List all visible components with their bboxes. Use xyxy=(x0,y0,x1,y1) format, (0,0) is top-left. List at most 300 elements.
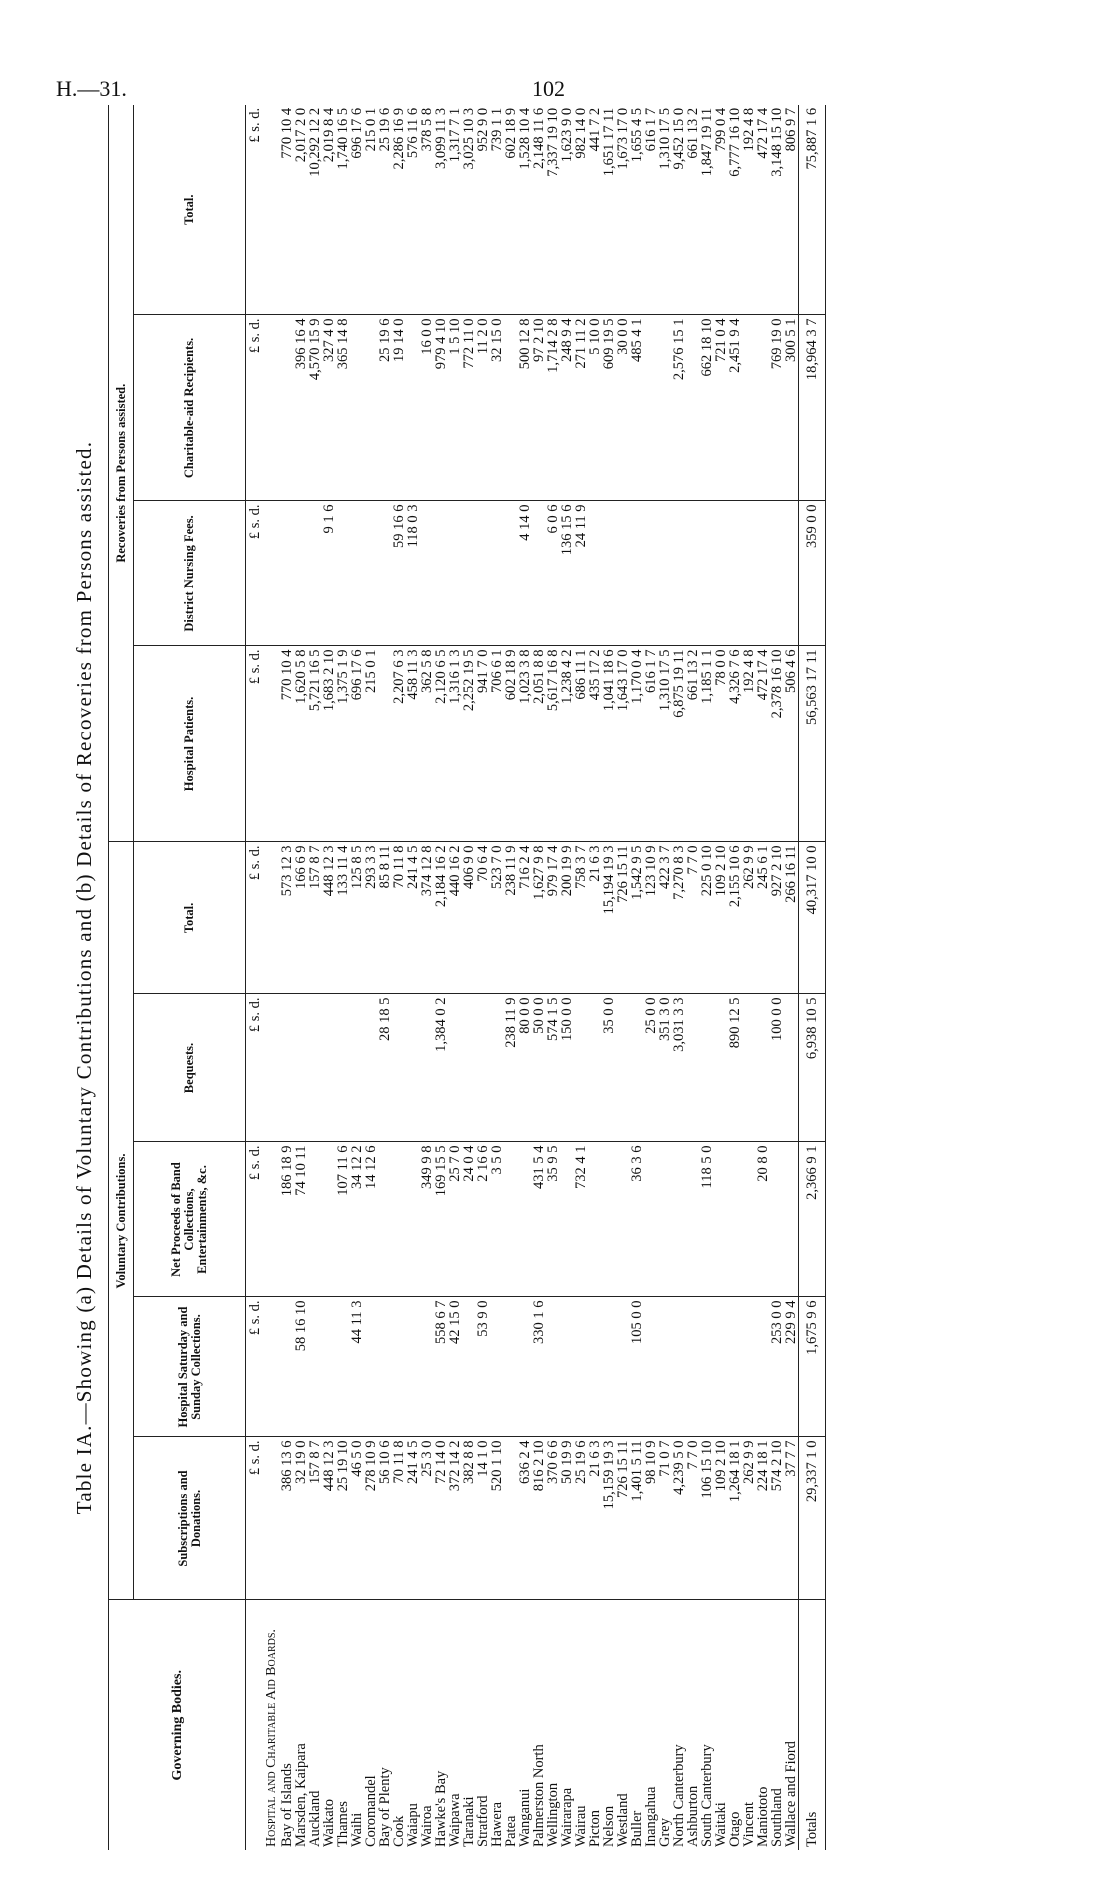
cell-beq xyxy=(490,994,504,1142)
cell-vct: 166 6 9 xyxy=(294,842,308,994)
cell-beq xyxy=(700,994,714,1142)
cell-sub: 25 19 10 xyxy=(336,1437,350,1600)
row-name: Waihi xyxy=(349,1812,365,1847)
cell-beq: 100 0 0 xyxy=(770,994,784,1142)
cell-char: 2,451 9 4 xyxy=(728,315,742,501)
cell-band: 35 9 5 xyxy=(546,1142,560,1297)
cell-tot: 1,740 16 5 xyxy=(336,105,350,315)
section-blank-nurs xyxy=(264,501,280,646)
row-name: Maniototo xyxy=(755,1786,771,1847)
cell-nurs: 118 0 3 xyxy=(406,501,420,646)
section-blank-band xyxy=(264,1142,280,1297)
cell-band xyxy=(728,1142,742,1297)
cell-sub: 70 11 8 xyxy=(392,1437,406,1600)
header-governing-bodies: Governing Bodies. xyxy=(109,1600,246,1850)
cell-tot: 2,017 2 0 xyxy=(294,105,308,315)
cell-vct: 15,194 19 3 xyxy=(602,842,616,994)
cell-hosp: 941 7 0 xyxy=(476,646,490,842)
cell-tot: 7,337 19 10 xyxy=(546,105,560,315)
section-row xyxy=(264,105,280,1850)
row-name: Ashburton xyxy=(685,1785,701,1847)
total-hosp: 56,563 17 11 xyxy=(799,646,826,842)
row-name: Patea xyxy=(503,1815,519,1847)
cell-vct: 7,270 8 3 xyxy=(672,842,686,994)
cell-band: 732 4 1 xyxy=(574,1142,588,1297)
cell-band xyxy=(406,1142,420,1297)
table-row xyxy=(602,105,616,1850)
cell-sub xyxy=(504,1437,518,1600)
cell-char: 2,576 15 1 xyxy=(672,315,686,501)
cell-beq xyxy=(476,994,490,1142)
cell-hosp: 1,041 18 6 xyxy=(602,646,616,842)
row-name: Coromandel xyxy=(363,1775,379,1847)
table-caption: Table IA.—Showing (a) Details of Voluntary Contributions and (b) Details of Recoveries from Persons assisted. xyxy=(72,440,96,1515)
cell-char xyxy=(350,315,364,501)
totals-row xyxy=(799,105,826,1850)
table-row xyxy=(574,105,588,1850)
cell-beq: 28 18 5 xyxy=(378,994,392,1142)
cell-nurs xyxy=(742,501,756,646)
cell-band xyxy=(658,1142,672,1297)
cell-vct: 245 6 1 xyxy=(756,842,770,994)
cell-tot: 3,099 11 3 xyxy=(434,105,448,315)
cell-beq xyxy=(448,994,462,1142)
cell-tot: 1,317 7 1 xyxy=(448,105,462,315)
table-row xyxy=(378,105,392,1850)
cell-vct: 440 16 2 xyxy=(448,842,462,994)
table-row xyxy=(350,105,364,1850)
cell-tot: 1,655 4 5 xyxy=(630,105,644,315)
cell-sat xyxy=(658,1297,672,1437)
total-sat: 1,675 9 6 xyxy=(799,1297,826,1437)
cell-sat xyxy=(686,1297,700,1437)
cell-vct: 726 15 11 xyxy=(616,842,630,994)
cell-sub: 157 8 7 xyxy=(308,1437,322,1600)
cell-sub: 382 8 8 xyxy=(462,1437,476,1600)
cell-char: 500 12 8 xyxy=(518,315,532,501)
cell-beq xyxy=(280,994,294,1142)
cell-char xyxy=(756,315,770,501)
section-blank-vct xyxy=(264,842,280,994)
cell-char: 609 19 5 xyxy=(602,315,616,501)
cell-tot: 10,292 12 2 xyxy=(308,105,322,315)
cell-band xyxy=(588,1142,602,1297)
cell-beq: 351 3 0 xyxy=(658,994,672,1142)
cell-band: 107 11 6 xyxy=(336,1142,350,1297)
cell-sub: 241 4 5 xyxy=(406,1437,420,1600)
cell-vct: 374 12 8 xyxy=(420,842,434,994)
cell-beq xyxy=(308,994,322,1142)
total-char: 18,964 3 7 xyxy=(799,315,826,501)
cell-sub: 98 10 9 xyxy=(644,1437,658,1600)
cell-tot: 1,310 17 5 xyxy=(658,105,672,315)
table-row xyxy=(742,105,756,1850)
header-band-collections: Net Proceeds of Band Collections, Entertainments, &c. xyxy=(134,1142,246,1297)
row-name: South Canterbury xyxy=(699,1744,715,1847)
cell-char: 721 0 4 xyxy=(714,315,728,501)
cell-nurs xyxy=(672,501,686,646)
cell-char: 19 14 0 xyxy=(392,315,406,501)
cell-sat xyxy=(588,1297,602,1437)
cell-char: 662 18 10 xyxy=(700,315,714,501)
row-name: Palmerston North xyxy=(531,1744,547,1847)
row-name: Wairarapa xyxy=(559,1787,575,1847)
cell-nurs xyxy=(700,501,714,646)
cell-nurs xyxy=(504,501,518,646)
section-blank-sat xyxy=(264,1297,280,1437)
cell-band: 2 16 6 xyxy=(476,1142,490,1297)
totals-label: Totals xyxy=(799,1600,826,1850)
cell-vct: 7 7 0 xyxy=(686,842,700,994)
section-blank-char xyxy=(264,315,280,501)
cell-sub: 224 18 1 xyxy=(756,1437,770,1600)
header-saturday-collections: Hospital Saturday and Sunday Collections. xyxy=(134,1297,246,1437)
cell-sat: 229 9 4 xyxy=(784,1297,799,1437)
cell-sat xyxy=(644,1297,658,1437)
row-name: Stratford xyxy=(475,1795,491,1847)
cell-nurs xyxy=(350,501,364,646)
cell-char: 32 15 0 xyxy=(490,315,504,501)
table-row xyxy=(504,105,518,1850)
cell-band xyxy=(616,1142,630,1297)
cell-sub: 72 14 0 xyxy=(434,1437,448,1600)
header-bequests: Bequests. xyxy=(134,994,246,1142)
row-name: Waiapu xyxy=(405,1803,421,1847)
header-charitable-aid: Charitable-aid Recipients. xyxy=(134,315,246,501)
cell-char xyxy=(280,315,294,501)
row-name: Waitaki xyxy=(713,1802,729,1847)
cell-hosp xyxy=(378,646,392,842)
header-total: Total. xyxy=(134,105,246,315)
cell-sat xyxy=(322,1297,336,1437)
cell-hosp: 1,643 17 0 xyxy=(616,646,630,842)
cell-tot: 1,528 10 4 xyxy=(518,105,532,315)
cell-char xyxy=(742,315,756,501)
total-sub: 29,337 1 0 xyxy=(799,1437,826,1600)
table-row xyxy=(532,105,546,1850)
cell-nurs xyxy=(308,501,322,646)
cell-hosp: 2,207 6 3 xyxy=(392,646,406,842)
cell-vct: 133 11 4 xyxy=(336,842,350,994)
cell-band xyxy=(322,1142,336,1297)
table-row xyxy=(462,105,476,1850)
cell-char: 25 19 6 xyxy=(378,315,392,501)
cell-nurs xyxy=(630,501,644,646)
cell-vct: 758 3 7 xyxy=(574,842,588,994)
cell-sat xyxy=(280,1297,294,1437)
row-name: Southland xyxy=(769,1788,785,1847)
row-name: Wellington xyxy=(545,1782,561,1847)
row-name: Hawke's Bay xyxy=(433,1770,449,1847)
cell-sub: 278 10 9 xyxy=(364,1437,378,1600)
header-recoveries: Recoveries from Persons assisted. xyxy=(109,105,134,842)
cell-char: 1,714 2 8 xyxy=(546,315,560,501)
contributions-table xyxy=(108,105,826,1850)
cell-hosp: 2,051 8 8 xyxy=(532,646,546,842)
cell-sat xyxy=(336,1297,350,1437)
cell-tot: 215 0 1 xyxy=(364,105,378,315)
cell-char xyxy=(406,315,420,501)
units-row xyxy=(246,105,265,1850)
cell-char: 97 2 10 xyxy=(532,315,546,501)
cell-sub: 109 2 10 xyxy=(714,1437,728,1600)
cell-tot: 1,623 9 0 xyxy=(560,105,574,315)
cell-sat xyxy=(490,1297,504,1437)
cell-nurs xyxy=(602,501,616,646)
cell-band xyxy=(644,1142,658,1297)
section-blank-sub xyxy=(264,1437,280,1600)
cell-band: 431 5 4 xyxy=(532,1142,546,1297)
table-row xyxy=(728,105,742,1850)
cell-tot: 441 7 2 xyxy=(588,105,602,315)
cell-char: 11 2 0 xyxy=(476,315,490,501)
row-name: Inangahua xyxy=(643,1786,659,1847)
cell-tot: 1,651 17 11 xyxy=(602,105,616,315)
row-name: Waipawa xyxy=(447,1793,463,1847)
table-row xyxy=(770,105,784,1850)
cell-sat xyxy=(406,1297,420,1437)
row-name: Otago xyxy=(727,1811,743,1847)
table-row xyxy=(658,105,672,1850)
cell-vct: 70 11 8 xyxy=(392,842,406,994)
section-blank-tot xyxy=(264,105,280,315)
cell-sub: 50 19 9 xyxy=(560,1437,574,1600)
cell-beq xyxy=(784,994,799,1142)
cell-beq: 1,384 0 2 xyxy=(434,994,448,1142)
cell-band xyxy=(742,1142,756,1297)
cell-vct: 200 19 9 xyxy=(560,842,574,994)
cell-hosp: 1,185 1 1 xyxy=(700,646,714,842)
cell-beq: 25 0 0 xyxy=(644,994,658,1142)
cell-tot: 982 14 0 xyxy=(574,105,588,315)
cell-hosp: 78 0 0 xyxy=(714,646,728,842)
cell-nurs xyxy=(644,501,658,646)
cell-beq xyxy=(462,994,476,1142)
units-blank xyxy=(246,1600,265,1850)
cell-sub: 25 19 6 xyxy=(574,1437,588,1600)
cell-sub: 32 19 0 xyxy=(294,1437,308,1600)
row-name: Buller xyxy=(629,1810,645,1847)
cell-sub: 4,239 5 0 xyxy=(672,1437,686,1600)
cell-nurs xyxy=(784,501,799,646)
table-row xyxy=(672,105,686,1850)
cell-sat xyxy=(308,1297,322,1437)
cell-sub: 15,159 19 3 xyxy=(602,1437,616,1600)
cell-hosp: 6,875 19 11 xyxy=(672,646,686,842)
cell-sat xyxy=(546,1297,560,1437)
cell-sat: 330 1 6 xyxy=(532,1297,546,1437)
cell-sat xyxy=(420,1297,434,1437)
cell-char xyxy=(364,315,378,501)
cell-tot: 770 10 4 xyxy=(280,105,294,315)
cell-nurs: 136 15 6 xyxy=(560,501,574,646)
cell-hosp: 1,170 0 4 xyxy=(630,646,644,842)
cell-sat: 42 15 0 xyxy=(448,1297,462,1437)
table-row xyxy=(490,105,504,1850)
row-name: Wairoa xyxy=(419,1805,435,1847)
cell-vct: 1,542 9 5 xyxy=(630,842,644,994)
cell-beq xyxy=(574,994,588,1142)
cell-hosp: 686 11 1 xyxy=(574,646,588,842)
table-row xyxy=(686,105,700,1850)
cell-beq xyxy=(350,994,364,1142)
cell-sat xyxy=(714,1297,728,1437)
cell-beq: 35 0 0 xyxy=(602,994,616,1142)
cell-nurs: 59 16 6 xyxy=(392,501,406,646)
cell-beq: 50 0 0 xyxy=(532,994,546,1142)
cell-hosp: 696 17 6 xyxy=(350,646,364,842)
row-name: Wanganui xyxy=(517,1788,533,1847)
cell-hosp: 472 17 4 xyxy=(756,646,770,842)
table-row xyxy=(406,105,420,1850)
unit-cell-band: £ s. d. xyxy=(246,1142,265,1297)
table-row xyxy=(448,105,462,1850)
cell-sub: 636 2 4 xyxy=(518,1437,532,1600)
cell-vct: 85 8 11 xyxy=(378,842,392,994)
cell-nurs xyxy=(756,501,770,646)
page-number: 102 xyxy=(532,76,565,101)
table-row xyxy=(700,105,714,1850)
cell-beq xyxy=(364,994,378,1142)
cell-nurs xyxy=(714,501,728,646)
cell-sat xyxy=(742,1297,756,1437)
cell-tot: 2,148 11 6 xyxy=(532,105,546,315)
cell-hosp: 362 5 8 xyxy=(420,646,434,842)
row-name: Picton xyxy=(587,1809,603,1847)
table-row xyxy=(476,105,490,1850)
cell-char xyxy=(686,315,700,501)
cell-sub: 370 6 6 xyxy=(546,1437,560,1600)
cell-sub: 372 14 2 xyxy=(448,1437,462,1600)
cell-band: 25 7 0 xyxy=(448,1142,462,1297)
cell-vct: 2,184 16 2 xyxy=(434,842,448,994)
section-label: Hospital and Charitable Aid Boards. xyxy=(264,1629,279,1847)
cell-nurs xyxy=(490,501,504,646)
table-row xyxy=(308,105,322,1850)
cell-band xyxy=(784,1142,799,1297)
cell-sub: 37 7 7 xyxy=(784,1437,799,1600)
header-subscriptions: Subscriptions and Donations. xyxy=(134,1437,246,1600)
cell-sub: 448 12 3 xyxy=(322,1437,336,1600)
cell-char: 365 14 8 xyxy=(336,315,350,501)
cell-vct: 238 11 9 xyxy=(504,842,518,994)
cell-nurs xyxy=(686,501,700,646)
cell-tot: 696 17 6 xyxy=(350,105,364,315)
cell-hosp: 602 18 9 xyxy=(504,646,518,842)
header-hospital-patients: Hospital Patients. xyxy=(134,646,246,842)
cell-nurs xyxy=(532,501,546,646)
header-nursing-fees: District Nursing Fees. xyxy=(134,501,246,646)
header-voluntary-contributions: Voluntary Contributions. xyxy=(109,842,134,1600)
cell-band: 349 9 8 xyxy=(420,1142,434,1297)
cell-tot: 616 1 7 xyxy=(644,105,658,315)
cell-vct: 241 4 5 xyxy=(406,842,420,994)
cell-band xyxy=(392,1142,406,1297)
cell-sat: 53 9 0 xyxy=(476,1297,490,1437)
cell-sub: 46 5 0 xyxy=(350,1437,364,1600)
cell-sat: 253 0 0 xyxy=(770,1297,784,1437)
table-row xyxy=(336,105,350,1850)
cell-char xyxy=(658,315,672,501)
cell-vct: 266 16 11 xyxy=(784,842,799,994)
cell-sat: 558 6 7 xyxy=(434,1297,448,1437)
cell-nurs xyxy=(462,501,476,646)
cell-char: 248 9 4 xyxy=(560,315,574,501)
cell-hosp: 506 4 6 xyxy=(784,646,799,842)
table-row xyxy=(518,105,532,1850)
header-vc-total: Total. xyxy=(134,842,246,994)
cell-hosp: 706 6 1 xyxy=(490,646,504,842)
cell-nurs xyxy=(280,501,294,646)
row-name: North Canterbury xyxy=(671,1744,687,1847)
cell-band: 74 10 11 xyxy=(294,1142,308,1297)
cell-hosp: 1,023 3 8 xyxy=(518,646,532,842)
row-name: Hawera xyxy=(489,1801,505,1847)
table-row xyxy=(364,105,378,1850)
total-tot: 75,887 1 6 xyxy=(799,105,826,315)
cell-nurs xyxy=(476,501,490,646)
cell-vct: 2,155 10 6 xyxy=(728,842,742,994)
cell-vct: 21 6 3 xyxy=(588,842,602,994)
cell-hosp: 661 13 2 xyxy=(686,646,700,842)
cell-band xyxy=(602,1142,616,1297)
cell-band xyxy=(308,1142,322,1297)
cell-char: 30 0 0 xyxy=(616,315,630,501)
cell-tot: 2,019 8 4 xyxy=(322,105,336,315)
table-row xyxy=(560,105,574,1850)
cell-sat xyxy=(728,1297,742,1437)
cell-hosp: 1,310 17 5 xyxy=(658,646,672,842)
unit-cell-nurs: £ s. d. xyxy=(246,501,265,646)
total-band: 2,366 9 1 xyxy=(799,1142,826,1297)
cell-hosp: 1,316 1 3 xyxy=(448,646,462,842)
cell-nurs: 9 1 6 xyxy=(322,501,336,646)
cell-vct: 125 8 5 xyxy=(350,842,364,994)
cell-beq: 150 0 0 xyxy=(560,994,574,1142)
cell-sub: 21 6 3 xyxy=(588,1437,602,1600)
row-name: Bay of Islands xyxy=(279,1763,295,1847)
cell-sat xyxy=(364,1297,378,1437)
cell-sub: 520 1 10 xyxy=(490,1437,504,1600)
cell-char: 1 5 10 xyxy=(448,315,462,501)
cell-hosp: 616 1 7 xyxy=(644,646,658,842)
cell-beq: 574 1 5 xyxy=(546,994,560,1142)
cell-sat xyxy=(574,1297,588,1437)
cell-tot: 2,286 16 9 xyxy=(392,105,406,315)
cell-beq xyxy=(742,994,756,1142)
total-beq: 6,938 10 5 xyxy=(799,994,826,1142)
row-name: Grey xyxy=(657,1818,673,1847)
cell-sat xyxy=(700,1297,714,1437)
table-row xyxy=(322,105,336,1850)
cell-band xyxy=(504,1142,518,1297)
cell-tot: 661 13 2 xyxy=(686,105,700,315)
cell-nurs xyxy=(378,501,392,646)
cell-sub: 1,401 5 11 xyxy=(630,1437,644,1600)
cell-nurs: 6 0 6 xyxy=(546,501,560,646)
cell-sat xyxy=(756,1297,770,1437)
cell-beq xyxy=(322,994,336,1142)
cell-hosp: 192 4 8 xyxy=(742,646,756,842)
cell-nurs: 24 11 9 xyxy=(574,501,588,646)
section-blank-hosp xyxy=(264,646,280,842)
cell-sat: 58 16 10 xyxy=(294,1297,308,1437)
table-row xyxy=(294,105,308,1850)
cell-nurs xyxy=(658,501,672,646)
cell-nurs xyxy=(294,501,308,646)
cell-tot: 9,452 15 0 xyxy=(672,105,686,315)
cell-vct: 716 2 4 xyxy=(518,842,532,994)
